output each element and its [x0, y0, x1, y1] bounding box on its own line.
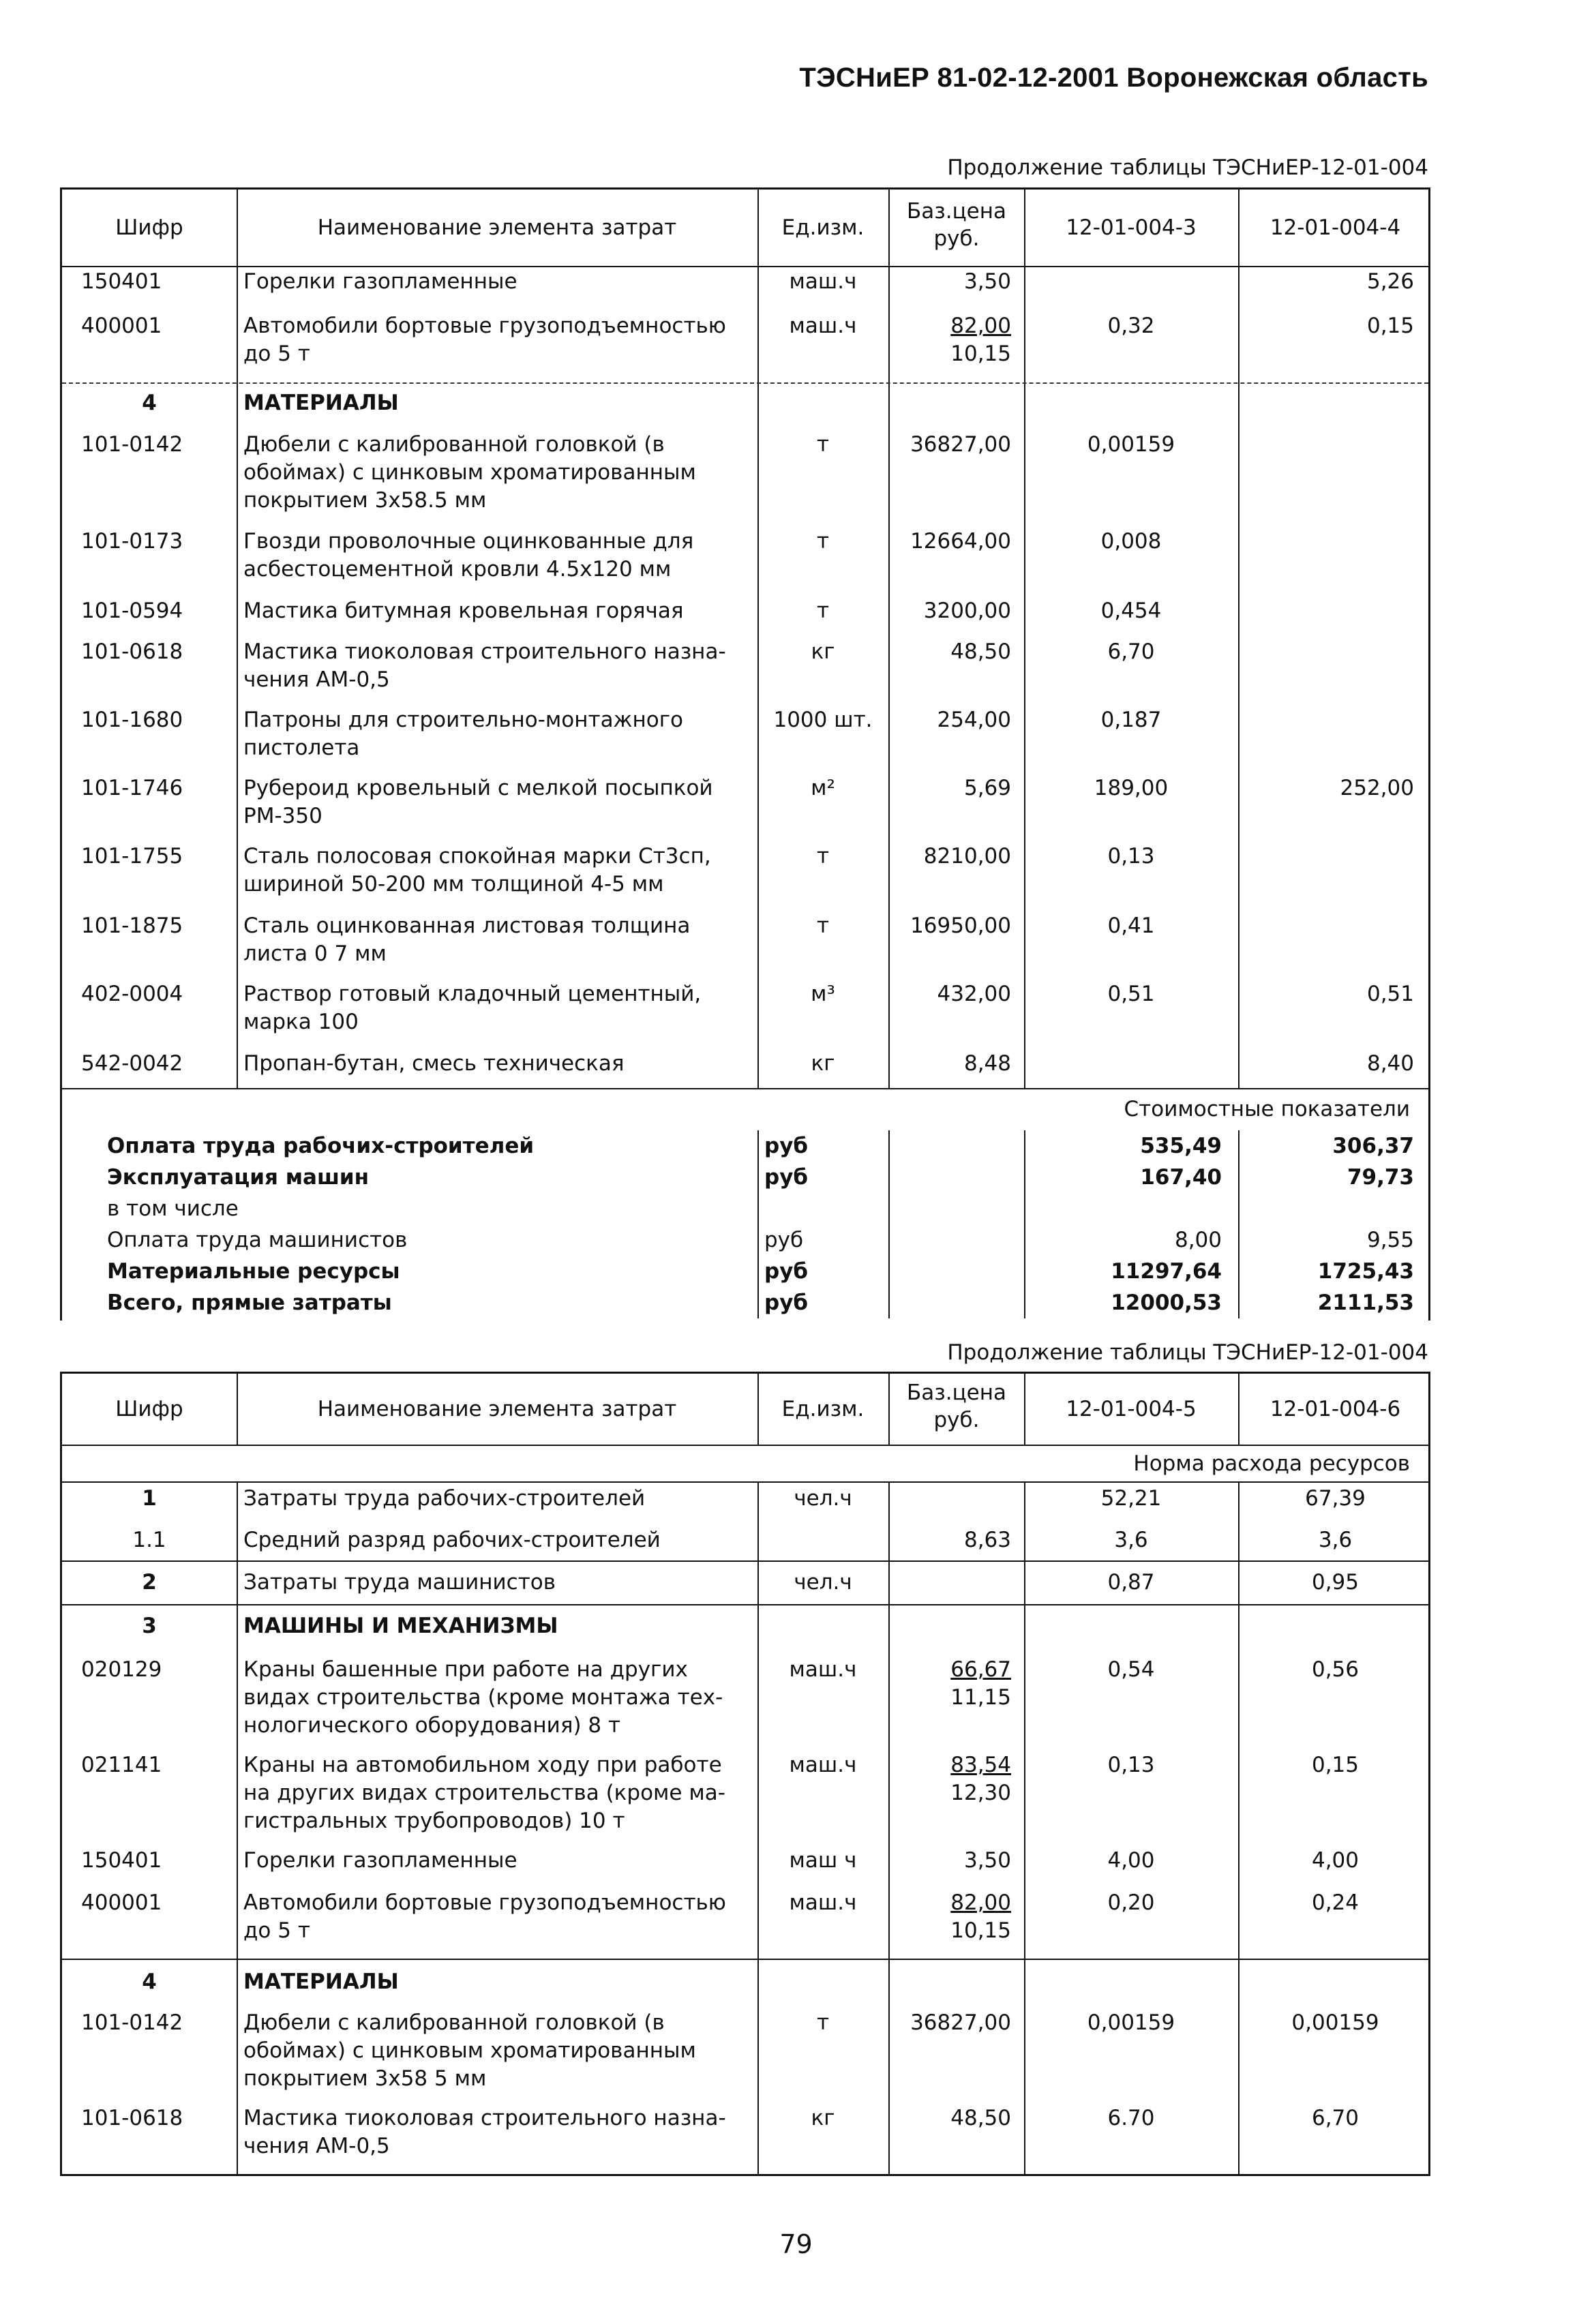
col-header-12-01-004-4: 12-01-004-4 — [1270, 215, 1401, 240]
col-header-price: Баз.цена руб. — [906, 1380, 1007, 1432]
norm-header: Норма расхода ресурсов — [1133, 1451, 1410, 1476]
col-header-code: Шифр — [115, 1397, 183, 1421]
table-continuation-label: Продолжение таблицы ТЭСНиЕР-12-01-004 — [947, 155, 1428, 180]
page-number: 79 — [779, 2229, 813, 2259]
col-header-12-01-004-5: 12-01-004-5 — [1066, 1397, 1197, 1421]
col-header-price: Баз.цена руб. — [906, 199, 1007, 251]
col-header-unit: Ед.изм. — [781, 215, 865, 240]
resource-table-1: Шифр Наименование элемента затрат Ед.изм. Баз.цена руб. 12-01-004-3 12-01-004-4 150401 Горелки газопламенные маш.ч 3,50 5,26 400001 Автомобили бортовые грузоподъемностью до 5 т маш.ч 82,00 10,15 0,32 0,15 4 МАТЕРИАЛЫ 101-0142 Дюбели с калиброванной головкой (в обоймах) с цинковым хроматированным покрытием 3x58.5 мм т 36827,00 0,00159 101-0173 Гвозди проволочные оцинкованные для асбестоцементной кровли 4.5x120 мм т 12664,00 0,008 101-0594 Мастика битумная кровельная горячая т 3200,00 0,454 101-0618 Мастика тиоколовая строительного назна-чения АМ-0,5 кг 48,50 6,70 101-1680 Патроны для строительно-монтажного пистолета 1000 шт. 254,00 0,187 101-1746 Рубероид кровельный с мелкой посыпкой РМ-350 м² 5,69 189,00 252,00 101-1755 Сталь полосовая спокойная марки Ст3сп, шириной 50-200 мм толщиной 4-5 мм т 8210,00 0,13 101-1875 Сталь оцинкованная листовая толщина листа 0 7 мм т 16950,00 0,41 402-0004 Раствор готовый кладочный цементный, марка 100 м³ 432,00 0,51 0,51 542-0042 Пропан-бутан, смесь техническая кг 8,48 8,40 Стоимостные показатели Оплата труда рабочих-строителей руб 535,49 306,37 Эксплуатация машин руб 167,40 79,73 в том числе Оплата труда машинистов руб 8,00 9,55 Материальные ресурсы руб 11297,64 1725,43 Всего, прямые затраты руб 12000,53 2111,53 — [60, 187, 1430, 1321]
section-title: МАТЕРИАЛЫ — [243, 1970, 399, 1994]
col-header-name: Наименование элемента затрат — [317, 215, 677, 240]
resource-table-2: Шифр Наименование элемента затрат Ед.изм. Баз.цена руб. 12-01-004-5 12-01-004-6 Норма расхода ресурсов 1 Затраты труда рабочих-строителей чел.ч 52,21 67,39 1.1 Средний разряд рабочих-строителей 8,63 3,6 3,6 2 Затраты труда машинистов чел.ч 0,87 0,95 3 МАШИНЫ И МЕХАНИЗМЫ 020129 Краны башенные при работе на других видах строительства (кроме монтажа тех-нологического оборудования) 8 т маш.ч 66,67 11,15 0,54 0,56 021141 Краны на автомобильном ходу при работе на других видах строительства (кроме ма-гистральных трубопроводов) 10 т маш.ч 83,54 12,30 0,13 0,15 150401 Горелки газопламенные маш ч 3,50 4,00 4,00 400001 Автомобили бортовые грузоподъемностью до 5 т маш.ч 82,00 10,15 0,20 0,24 4 МАТЕРИАЛЫ 101-0142 Дюбели с калиброванной головкой (в обоймах) с цинковым хроматированным покрытием 3x58 5 мм т 36827,00 0,00159 0,00159 101-0618 Мастика тиоколовая строительного назна-чения АМ-0,5 кг 48,50 6.70 6,70 — [60, 1372, 1430, 2176]
col-header-12-01-004-3: 12-01-004-3 — [1066, 215, 1197, 240]
col-header-unit: Ед.изм. — [781, 1397, 865, 1421]
col-header-code: Шифр — [115, 215, 183, 240]
cost-indicators-header: Стоимостные показатели — [1124, 1097, 1410, 1121]
col-header-name: Наименование элемента затрат — [317, 1397, 677, 1421]
table-continuation-label-2: Продолжение таблицы ТЭСНиЕР-12-01-004 — [947, 1340, 1428, 1365]
section-title: МАШИНЫ И МЕХАНИЗМЫ — [243, 1614, 558, 1638]
col-header-12-01-004-6: 12-01-004-6 — [1270, 1397, 1401, 1421]
section-number: 3 — [142, 1614, 157, 1638]
section-title: МАТЕРИАЛЫ — [243, 391, 399, 415]
document-header: ТЭСНиЕР 81-02-12-2001 Воронежская область — [799, 63, 1428, 93]
section-number: 4 — [142, 1970, 157, 1994]
section-number: 4 — [142, 391, 157, 415]
